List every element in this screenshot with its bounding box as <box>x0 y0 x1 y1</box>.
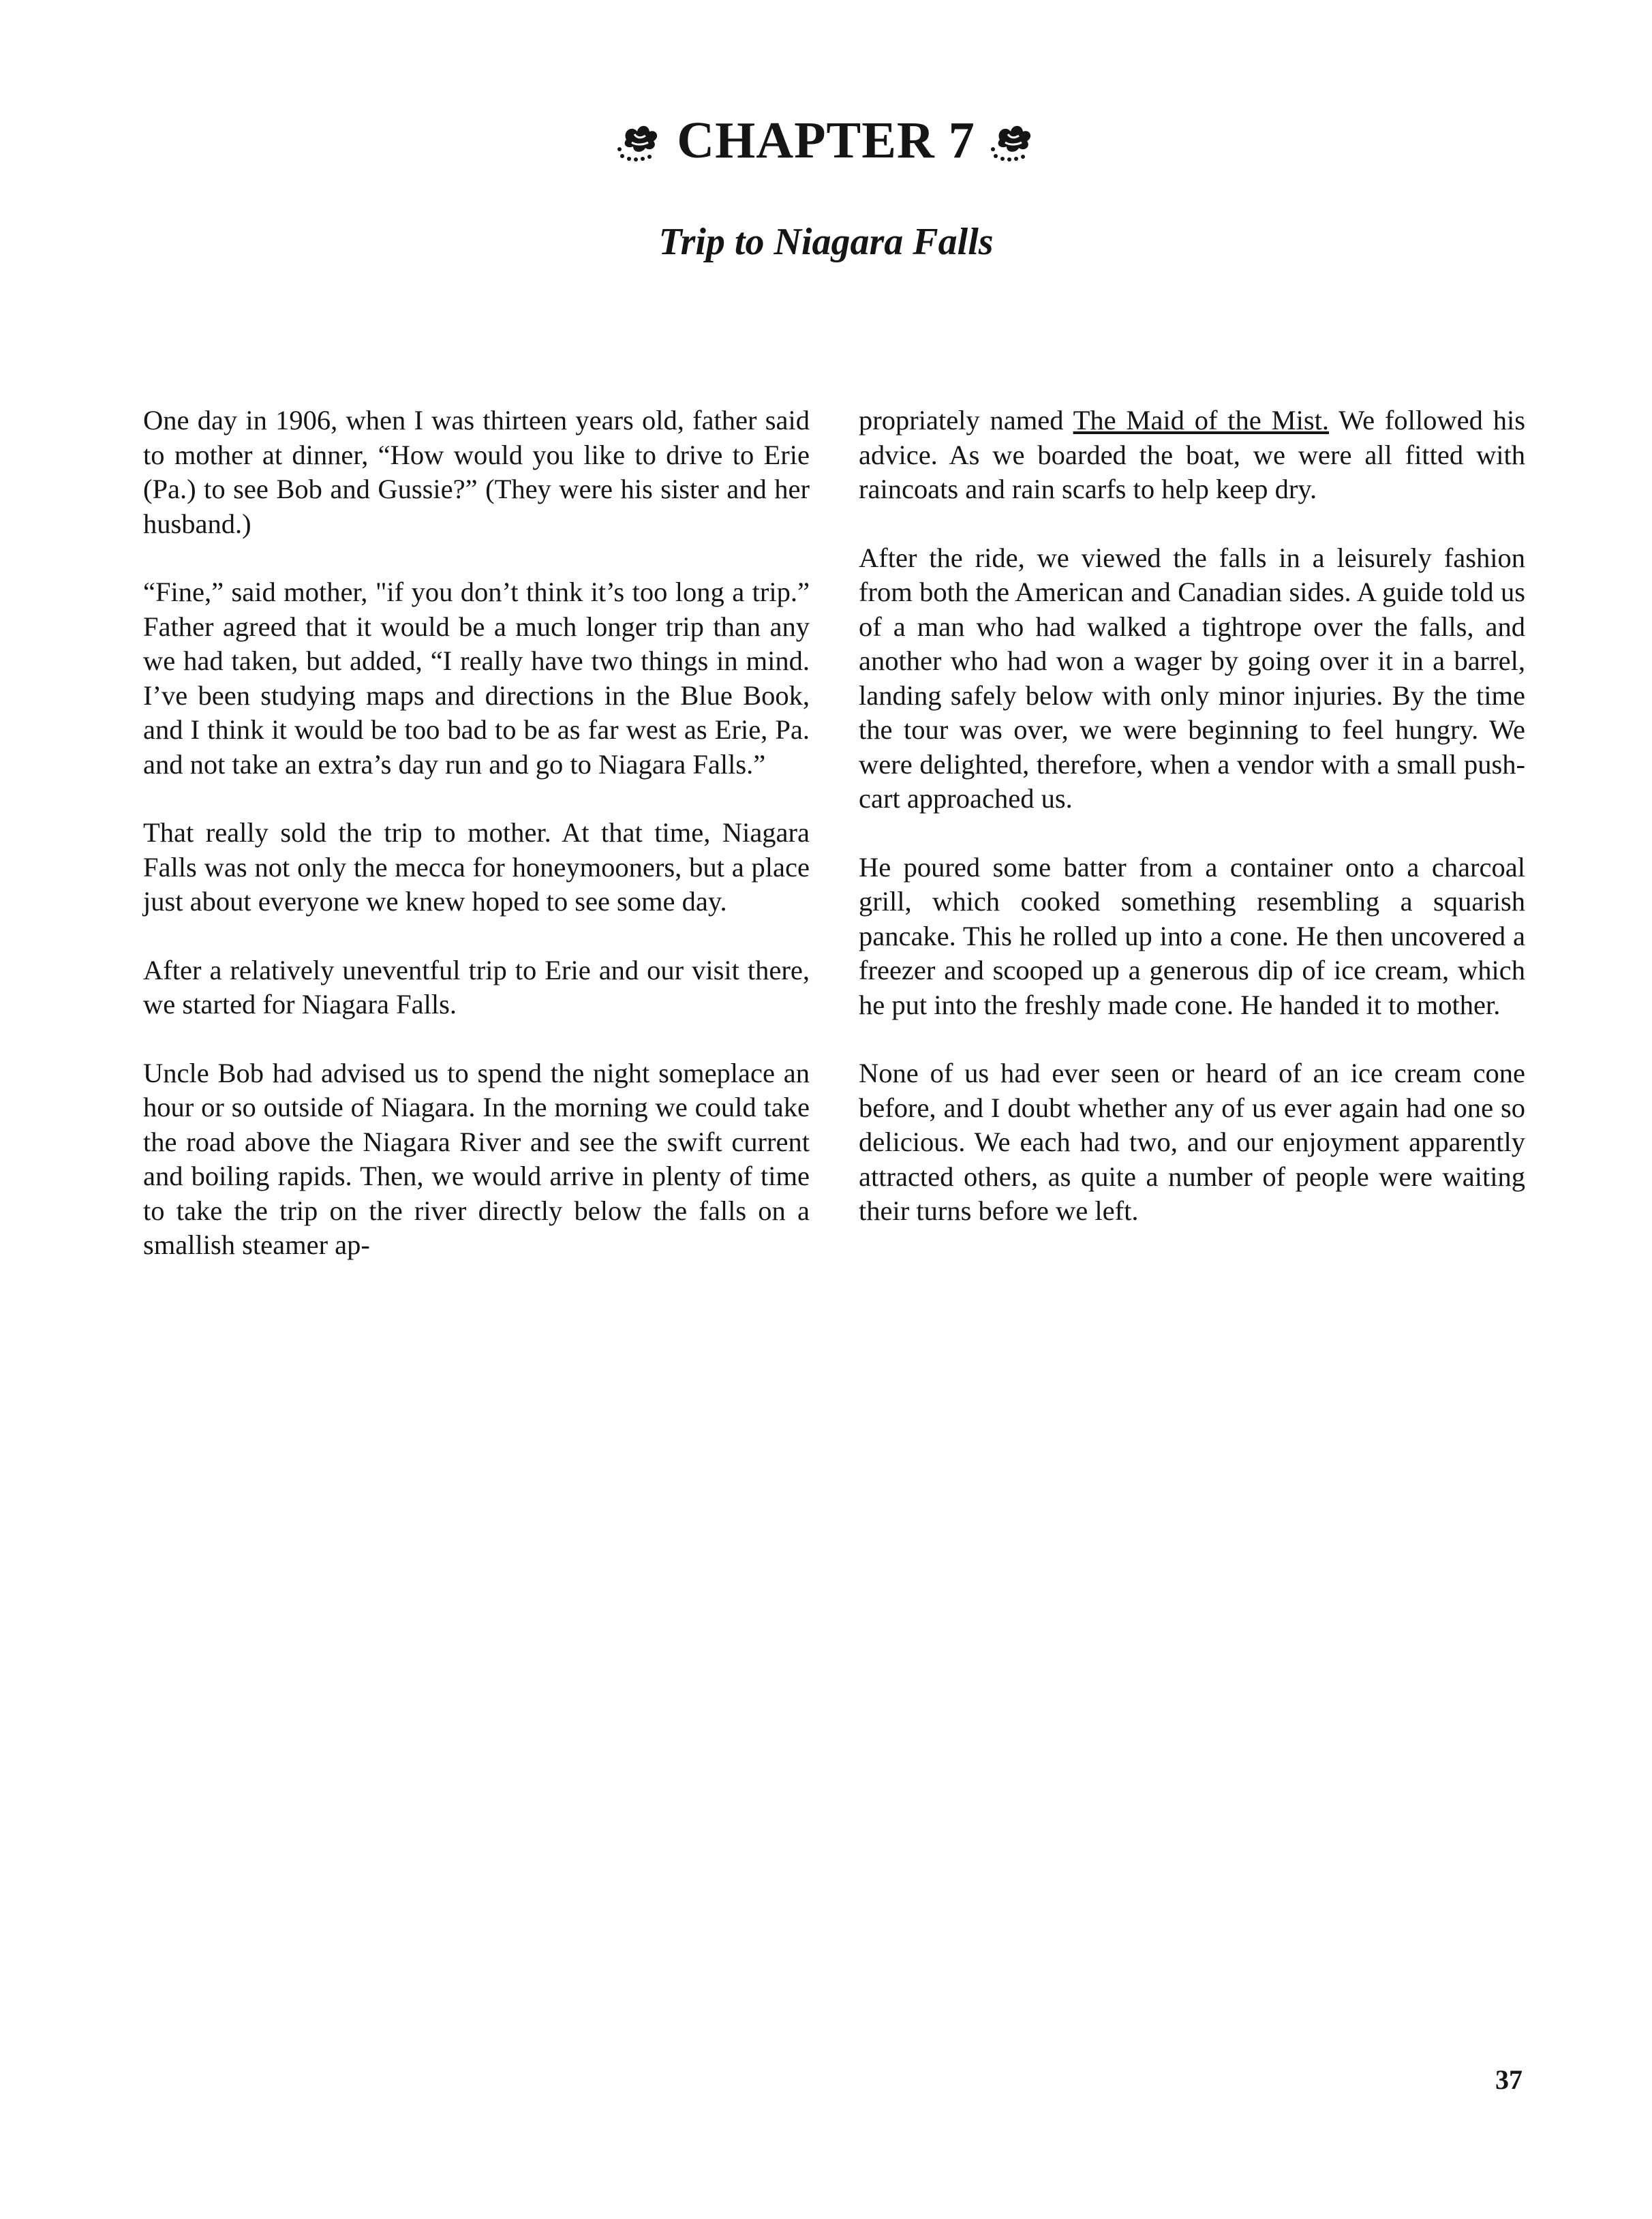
paragraph: After the ride, we viewed the falls in a leisurely fashion from both the American and Canadian sides. A guide told us of a man who had walked a tightrope over the falls, and another who had won a wager by going over it in a barrel, landing safely below with only minor injuries. By the time the tour was over, we were beginning to feel hungry. We were delighted, therefore, when a vendor with a small push-cart approached us. <box>859 542 1525 814</box>
paragraph: That really sold the trip to mother. At that time, Niagara Falls was not only the mecca for honeymooners, but a place just about everyone we knew hoped to see some day. <box>143 817 810 917</box>
chapter-heading <box>0 112 1652 169</box>
chapter-title-line <box>617 112 1035 169</box>
paragraph <box>859 403 1525 507</box>
floral-dingbat-icon <box>617 119 662 162</box>
page-number: 37 <box>1495 2064 1523 2095</box>
left-text-column <box>143 403 810 1297</box>
paragraph-text: We followed his advice. As we boarded the boat, we were all fitted with raincoats and rain scarfs to help keep dry. <box>859 405 1526 504</box>
boat-name: The Maid of the Mist. <box>1073 405 1330 435</box>
chapter-title: CHAPTER 7 <box>677 112 975 169</box>
paragraph-text: propriately named <box>859 405 1073 435</box>
paragraph: One day in 1906, when I was thirteen years old, father said to mother at dinner, “How would you like to drive to Erie (Pa.) to see Bob and Gussie?” (They were his sister and her husband.) <box>143 405 810 539</box>
paragraph: He poured some batter from a container onto a charcoal grill, which cooked something resembling a squarish pancake. This he rolled up into a cone. He then uncovered a freezer and scooped up a generous dip of ice cream, which he put into the freshly made cone. He handed it to mother. <box>859 851 1525 1020</box>
paragraph: None of us had ever seen or heard of an ice cream cone before, and I doubt whether any of us ever again had one so delicious. We each had two, and our enjoyment apparently attracted others, as quite a number of people were waiting their turns before we left. <box>859 1058 1525 1226</box>
chapter-subtitle: Trip to Niagara Falls <box>658 221 994 263</box>
paragraph: After a relatively uneventful trip to Erie and our visit there, we started for Niagara Falls. <box>143 954 810 1020</box>
paragraph: Uncle Bob had advised us to spend the night someplace an hour or so outside of Niagara. In the morning we could take the road above the Niagara River and see the swift current and boiling rapids. Then, we would arrive in plenty of time to take the trip on the river directly below the falls on a smallish steamer ap- <box>143 1057 810 1260</box>
right-text-column <box>859 403 1525 1263</box>
paragraph: “Fine,” said mother, "if you don’t think it’s too long a trip.” Father agreed that it would be a much longer trip than any we had taken, but added, “I really have two things in mind. I’ve been studying maps and directions in the Blue Book, and I think it would be too bad to be as far west as Erie, Pa. and not take an extra’s day run and go to Niagara Falls.” <box>143 577 810 780</box>
floral-dingbat-icon <box>990 119 1035 162</box>
